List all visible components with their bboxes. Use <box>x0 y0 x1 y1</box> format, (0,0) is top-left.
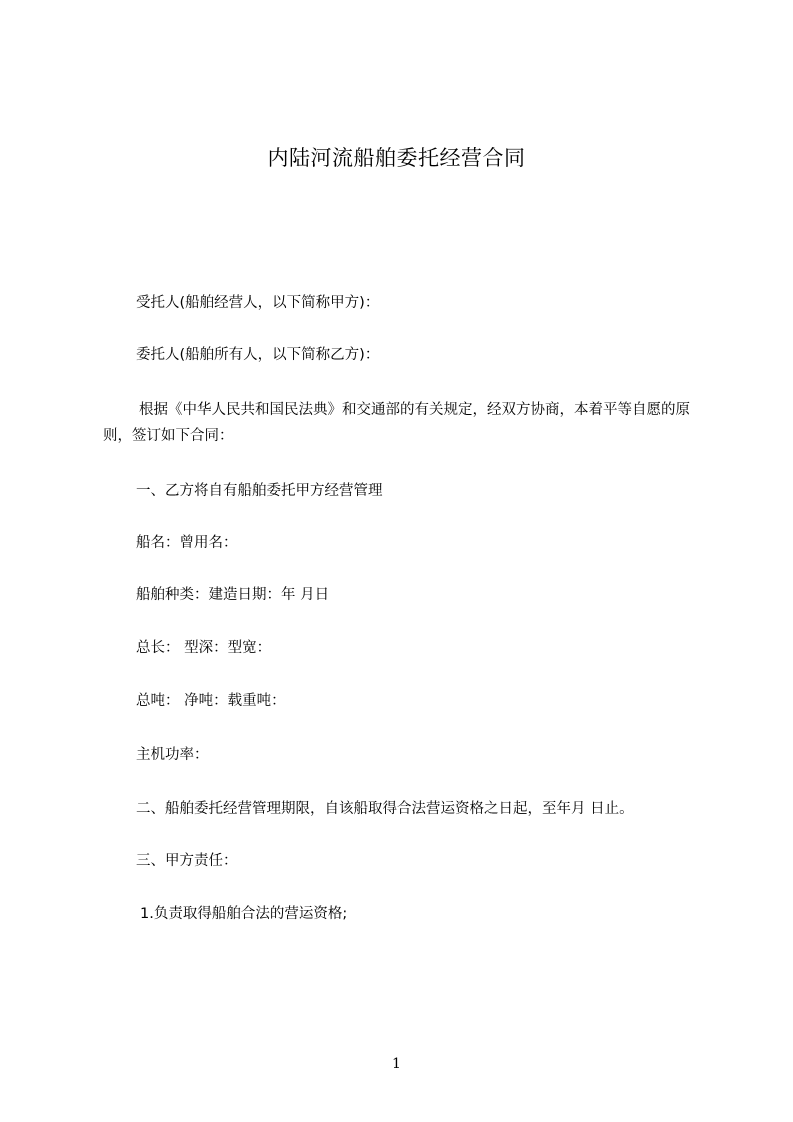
ship-type-line: 船舶种类：建造日期：年 月日 <box>136 587 330 603</box>
section-1-heading: 一、乙方将自有船舶委托甲方经营管理 <box>136 483 383 499</box>
section-3-heading: 三、甲方责任： <box>136 853 238 869</box>
trustee-line: 受托人(船舶经营人，以下简称甲方)： <box>136 295 380 311</box>
section-2-term: 二、船舶委托经营管理期限，自该船取得合法营运资格之日起，至年月 日止。 <box>136 801 634 817</box>
item-1-line: 1.负责取得船舶合法的营运资格; <box>140 906 348 922</box>
page-number: 1 <box>392 1056 401 1072</box>
document-title: 内陆河流船舶委托经营合同 <box>267 146 526 170</box>
dimensions-line: 总长： 型深：型宽： <box>136 640 272 656</box>
preamble-paragraph: 根据《中华人民共和国民法典》和交通部的有关规定，经双方协商，本着平等自愿的原则，签订如下合同： <box>103 402 690 444</box>
tonnage-line: 总吨： 净吨：载重吨： <box>136 693 286 709</box>
entruster-line: 委托人(船舶所有人，以下简称乙方)： <box>136 347 380 363</box>
ship-name-line: 船名：曾用名： <box>136 535 238 551</box>
engine-power-line: 主机功率： <box>136 747 209 763</box>
